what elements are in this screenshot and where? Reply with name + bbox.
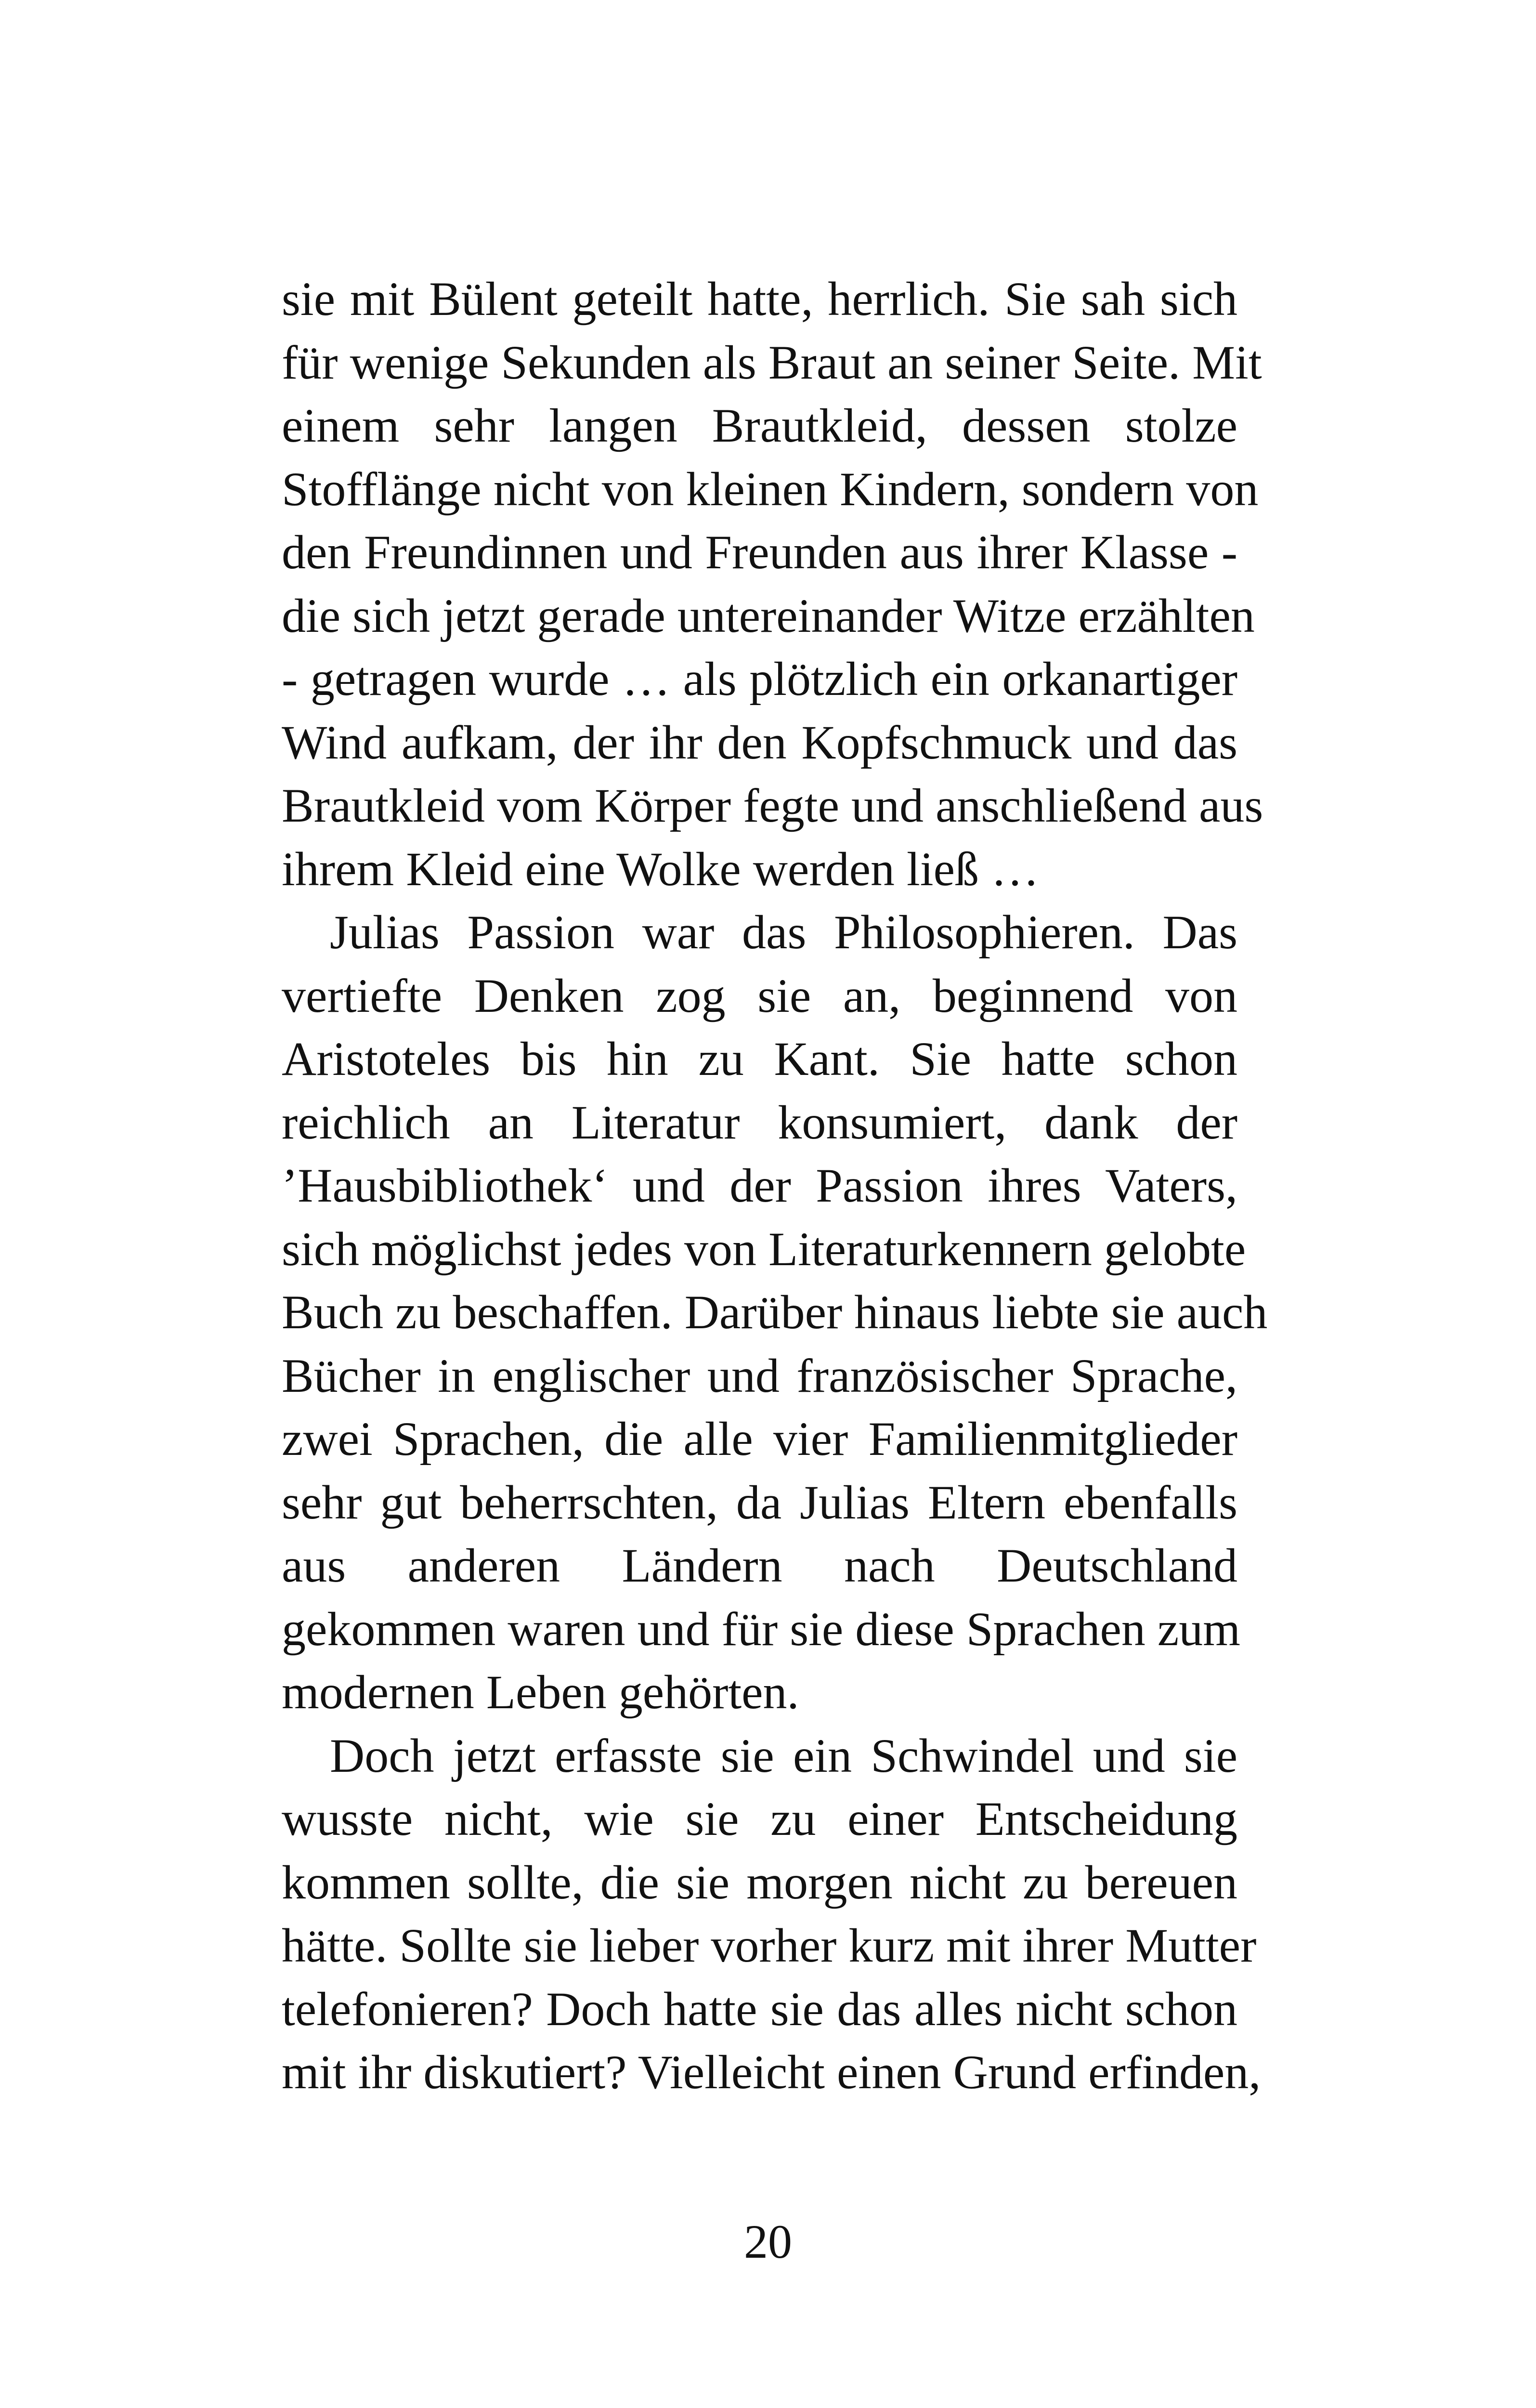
text-line: sehr gut beherrschten, da Julias Eltern ebenfalls [282,1475,1237,1529]
text-line: gekommen waren und für sie diese Sprachen zum [282,1602,1241,1656]
text-line: hätte. Sollte sie lieber vorher kurz mit ihrer Mutter [282,1919,1257,1972]
text-line: sich möglichst jedes von Literaturkennern gelobte [282,1222,1246,1276]
text-line: reichlich an Literatur konsumiert, dank der [282,1095,1237,1149]
text-line: Stofflänge nicht von kleinen Kindern, sondern von [282,462,1259,516]
text-line: sie mit Bülent geteilt hatte, herrlich. Sie sah sich [282,272,1237,326]
text-line: Doch jetzt erfasste sie ein Schwindel und sie [330,1728,1237,1782]
text-line: einem sehr langen Brautkleid, dessen stolze [282,399,1237,452]
text-line: - getragen wurde … als plötzlich ein orkanartiger [282,652,1237,706]
text-line: den Freundinnen und Freunden aus ihrer Klasse - [282,525,1237,579]
text-line: Bücher in englischer und französischer Sprache, [282,1348,1237,1402]
text-line: ihrem Kleid eine Wolke werden ließ … [282,842,1039,896]
text-line: mit ihr diskutiert? Vielleicht einen Grund erfinden, [282,2045,1261,2099]
text-line: telefonieren? Doch hatte sie das alles nicht schon [282,1982,1237,2036]
text-line: vertiefte Denken zog sie an, beginnend von [282,968,1237,1022]
text-line: kommen sollte, die sie morgen nicht zu bereuen [282,1855,1237,1909]
text-line: die sich jetzt gerade untereinander Witze erzählten [282,589,1255,642]
body-text [282,267,1268,2104]
text-line: zwei Sprachen, die alle vier Familienmitglieder [282,1412,1237,1466]
text-line: Buch zu beschaffen. Darüber hinaus liebte sie auch [282,1285,1268,1339]
text-line: aus anderen Ländern nach Deutschland [282,1539,1237,1592]
text-line: Wind aufkam, der ihr den Kopfschmuck und das [282,715,1237,769]
text-line: wusste nicht, wie sie zu einer Entscheidung [282,1792,1237,1845]
text-line: Julias Passion war das Philosophieren. Das [330,905,1237,959]
page-number: 20 [744,2215,792,2268]
text-line: modernen Leben gehörten. [282,1665,799,1719]
text-line: ’Hausbibliothek‘ und der Passion ihres Vaters, [282,1159,1237,1212]
text-line: Brautkleid vom Körper fegte und anschließend aus [282,779,1263,832]
text-line: Aristoteles bis hin zu Kant. Sie hatte schon [282,1032,1237,1086]
text-line: für wenige Sekunden als Braut an seiner Seite. Mit [282,335,1262,389]
